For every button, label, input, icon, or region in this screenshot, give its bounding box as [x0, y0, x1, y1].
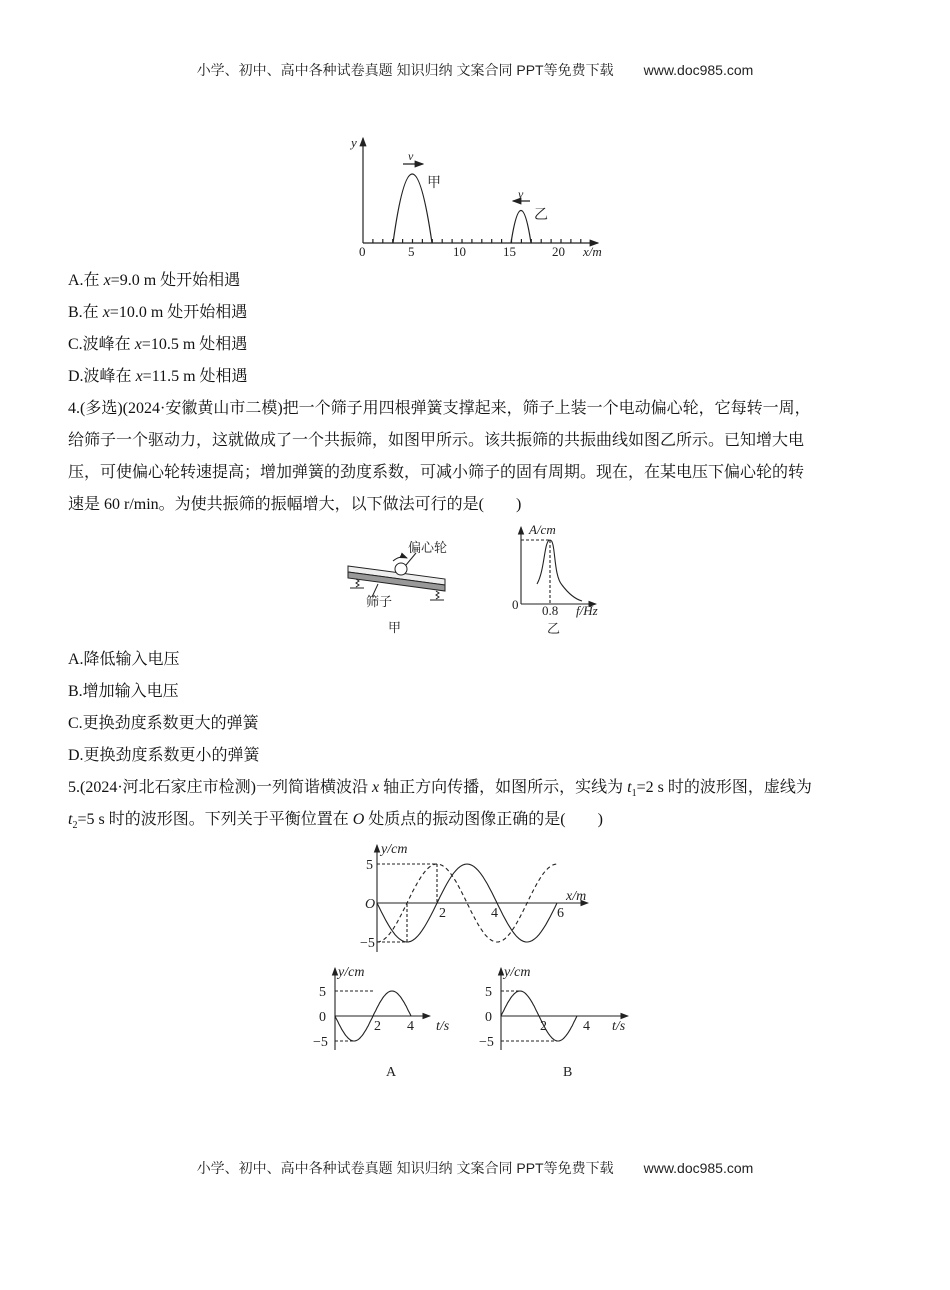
label-yi: 乙	[534, 208, 548, 223]
option-b[interactable]: B.在 x=10.0 m 处开始相遇	[68, 304, 248, 321]
x-tick: 4	[491, 906, 498, 921]
caption-jia: 甲	[388, 620, 402, 635]
tick-0: 0	[359, 244, 366, 259]
x-tick: 4	[407, 1019, 414, 1034]
label-jia: 甲	[427, 176, 441, 191]
q4-text: 给筛子一个驱动力，这就做成了一个共振筛，如图甲所示。该共振筛的共振曲线如图乙所示。已知增大电	[68, 432, 805, 449]
pulse-yi	[511, 211, 531, 244]
x-label: t/s	[436, 1019, 450, 1034]
q5-text: 5.(2024·河北石家庄市检测)一列简谐横波沿 x 轴正方向传播，如图所示，实线为 $t_1=2$ s 时的波形图，虚线为	[68, 779, 812, 800]
y-label: y/cm	[381, 842, 408, 857]
y-tick: 0	[319, 1010, 326, 1025]
q4-option-c[interactable]: C.更换劲度系数更大的弹簧	[68, 715, 259, 732]
label-sieve: 筛子	[366, 594, 393, 609]
q5-text: $t_2=5$ s 时的波形图。下列关于平衡位置在 O 处质点的振动图像正确的是( )	[68, 811, 603, 832]
y-tick: 5	[485, 985, 492, 1000]
x-tick: 2	[540, 1019, 547, 1034]
spring-icon	[356, 579, 359, 587]
origin-label: O	[365, 897, 376, 912]
v-label: v	[408, 149, 414, 163]
tick-15: 15	[503, 244, 516, 259]
option-d[interactable]: D.波峰在 x=11.5 m 处相遇	[68, 368, 248, 385]
q4-option-a[interactable]: A.降低输入电压	[68, 651, 180, 668]
footer-site[interactable]: www.doc985.com	[643, 1160, 754, 1176]
x-label: x/m	[566, 889, 587, 904]
y-tick: −5	[313, 1035, 328, 1050]
x-label: t/s	[612, 1019, 626, 1034]
y-tick: −5	[479, 1035, 494, 1050]
caption-b: B	[563, 1065, 573, 1080]
origin-label: 0	[512, 597, 519, 612]
header-text: 小学、初中、高中各种试卷真题 知识归纳 文案合同 PPT等免费下载	[196, 62, 614, 78]
page-footer	[0, 1158, 950, 1178]
q4-text: 速是 60 r/min。为使共振筛的振幅增大，以下做法可行的是( )	[68, 496, 522, 513]
x-label: x/m	[583, 244, 602, 259]
figure-sieve	[348, 553, 445, 600]
tick-10: 10	[453, 244, 466, 259]
y-label: y/cm	[338, 965, 365, 980]
q4-option-b[interactable]: B.增加输入电压	[68, 683, 179, 700]
y-tick: 5	[319, 985, 326, 1000]
x-tick: 4	[583, 1019, 590, 1034]
option-c[interactable]: C.波峰在 x=10.5 m 处相遇	[68, 336, 248, 353]
peak-label: 0.8	[542, 603, 559, 618]
option-a[interactable]: A.在 x=9.0 m 处开始相遇	[68, 272, 241, 289]
x-label: f/Hz	[576, 603, 598, 618]
y-label: y/cm	[504, 965, 531, 980]
x-tick: 2	[439, 906, 446, 921]
tick-20: 20	[552, 244, 565, 259]
caption-yi: 乙	[547, 621, 561, 636]
q4-text: 压，可使偏心轮转速提高；增加弹簧的劲度系数，可减小筛子的固有周期。现在，在某电压下偏心轮的转	[68, 464, 805, 481]
header-site[interactable]: www.doc985.com	[643, 62, 754, 78]
y-label: A/cm	[529, 522, 556, 537]
y-tick: −5	[360, 936, 375, 951]
spring-icon	[436, 591, 439, 599]
label-wheel: 偏心轮	[408, 540, 448, 555]
v-label: v	[518, 187, 524, 201]
y-label: y	[351, 135, 357, 150]
figure-resonance-curve	[521, 527, 596, 604]
y-tick: 0	[485, 1010, 492, 1025]
eccentric-wheel-icon	[395, 563, 407, 575]
footer-text: 小学、初中、高中各种试卷真题 知识归纳 文案合同 PPT等免费下载	[196, 1160, 614, 1176]
q4-option-d[interactable]: D.更换劲度系数更小的弹簧	[68, 747, 260, 764]
caption-a: A	[386, 1065, 397, 1080]
tick-5: 5	[408, 244, 415, 259]
x-tick: 2	[374, 1019, 381, 1034]
figure-wave-pulses	[363, 138, 598, 243]
q4-text: 4.(多选)(2024·安徽黄山市二模)把一个筛子用四根弹簧支撑起来，筛子上装一个电动偏心轮，它每转一周，	[68, 400, 811, 417]
y-tick: 5	[366, 858, 373, 873]
x-tick: 6	[557, 906, 564, 921]
